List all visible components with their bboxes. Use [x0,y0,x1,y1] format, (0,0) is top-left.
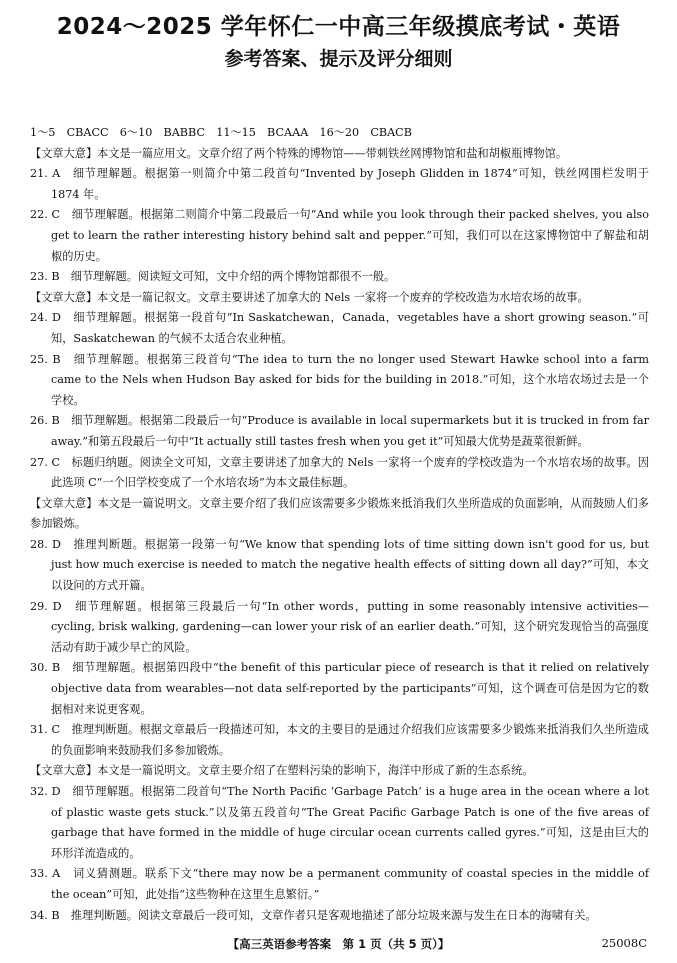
answer-explanation: 34. B 推理判断题。阅读文章最后一段可知，文章作者只是客观地描述了部分垃圾来源与发生在日本的海啸有关。 [30,908,597,922]
answer-explanation: 27. C 标题归纳题。阅读全文可知，文章主要讲述了加拿大的 Nels 一家将一个废弃的学校改造为一个水培农场的故事。因此选项 C“一个旧学校变成了一个水培农场”为本文最佳标题。 [30,455,649,490]
answer-explanation: 26. B 细节理解题。根据第二段最后一句“Produce is available in local supermarkets but it is trucked in from far away.”和第五段最后一句中“It actually still tastes fresh when you get it”可知最大优势是蔬菜很新鲜。 [30,414,649,448]
answer-explanation: 22. C 细节理解题。根据第二则简介中第二段最后一句“And while you look through their packed shelves, you also get to learn the rather interesting history behind salt and pepper.”可知，我们可以在这家博物馆中了解盐和胡椒的历史。 [30,208,649,263]
passage-summary: 【文章大意】本文是一篇说明文。文章主要介绍了在塑料污染的影响下，海洋中形成了新的生态系统。 [30,764,534,778]
answer-explanation: 23. B 细节理解题。阅读短文可知，文中介绍的两个博物馆都很不一般。 [30,270,396,284]
footer-document-code: 25008C [601,936,647,950]
page-subtitle: 参考答案、提示及评分细则 [224,48,453,70]
multiple-choice-answers: 1～5 CBACC 6～10 BABBC 11～15 BCAAA 16～20 CBACB [30,126,412,139]
passage-summary: 【文章大意】本文是一篇记叙文。文章主要讲述了加拿大的 Nels 一家将一个废弃的学校改造为水培农场的故事。 [30,290,589,304]
answer-explanation: 31. C 推理判断题。根据文章最后一段描述可知，本文的主要目的是通过介绍我们应该需要多少锻炼来抵消我们久坐所造成的负面影响来鼓励我们多参加锻炼。 [30,723,649,757]
answer-explanation: 21. A 细节理解题。根据第一则简介中第二段首句“Invented by Joseph Glidden in 1874”可知，铁丝网围栏发明于 1874 年。 [30,167,649,201]
answer-explanation: 32. D 细节理解题。根据第二段首句“The North Pacific ‘Garbage Patch’ is a huge area in the ocean where a lot of plastic waste gets stuck.”以及第五段首句“The Great Pacific Garbage Patch is one of the five areas of garbage that have formed in the middle of huge circular ocean currents called gyres.”可知，这是由巨大的环形洋流造成的。 [30,785,649,860]
document-body [30,123,649,926]
page-footer [0,936,677,952]
footer-page-info: 【高三英语参考答案 第 1 页（共 5 页）】 [227,937,450,951]
answer-explanation: 29. D 细节理解题。根据第三段最后一句“In other words，putting in some reasonably intensive activities—cycling, brisk walking, gardening—can lower your risk of an earlier death.”可知，这个研究发现恰当的高强度活动有助于减少早亡的风险。 [30,599,649,654]
answer-explanation: 28. D 推理判断题。根据第一段第一句“We know that spending lots of time sitting down isn't good for us, but just how much exercise is needed to match the negative health effects of sitting down all day?”可知，本文以设问的方式开篇。 [30,537,649,593]
answer-explanation: 33. A 词义猜测题。联系下文“there may now be a permanent community of coastal species in the middle of the ocean”可知，此处指“这些物种在这里生息繁衍。” [30,867,649,901]
answer-explanation: 30. B 细节理解题。根据第四段中“the benefit of this particular piece of research is that it relied on relatively objective data from wearables—not data self-reported by the participants”可知，这个调查可信是因为它的数据相对来说更客观。 [30,661,649,716]
page-title: 2024～2025 学年怀仁一中高三年级摸底考试・英语 [56,14,621,40]
answer-explanation: 25. B 细节理解题。根据第三段首句“The idea to turn the no longer used Stewart Hawke school into a farm came to the Nels when Hudson Bay asked for bids for the building in 2018.”可知，这个水培农场过去是一个学校。 [30,352,649,407]
passage-summary: 【文章大意】本文是一篇说明文。文章主要介绍了我们应该需要多少锻炼来抵消我们久坐所造成的负面影响，从而鼓励人们多参加锻炼。 [30,496,649,531]
passage-summary: 【文章大意】本文是一篇应用文。文章介绍了两个特殊的博物馆——带刺铁丝网博物馆和盐和胡椒瓶博物馆。 [30,146,568,160]
answer-explanation: 24. D 细节理解题。根据第一段首句“In Saskatchewan，Canada，vegetables have a short growing season.”可知，Saskatchewan 的气候不太适合农业种植。 [30,311,649,345]
